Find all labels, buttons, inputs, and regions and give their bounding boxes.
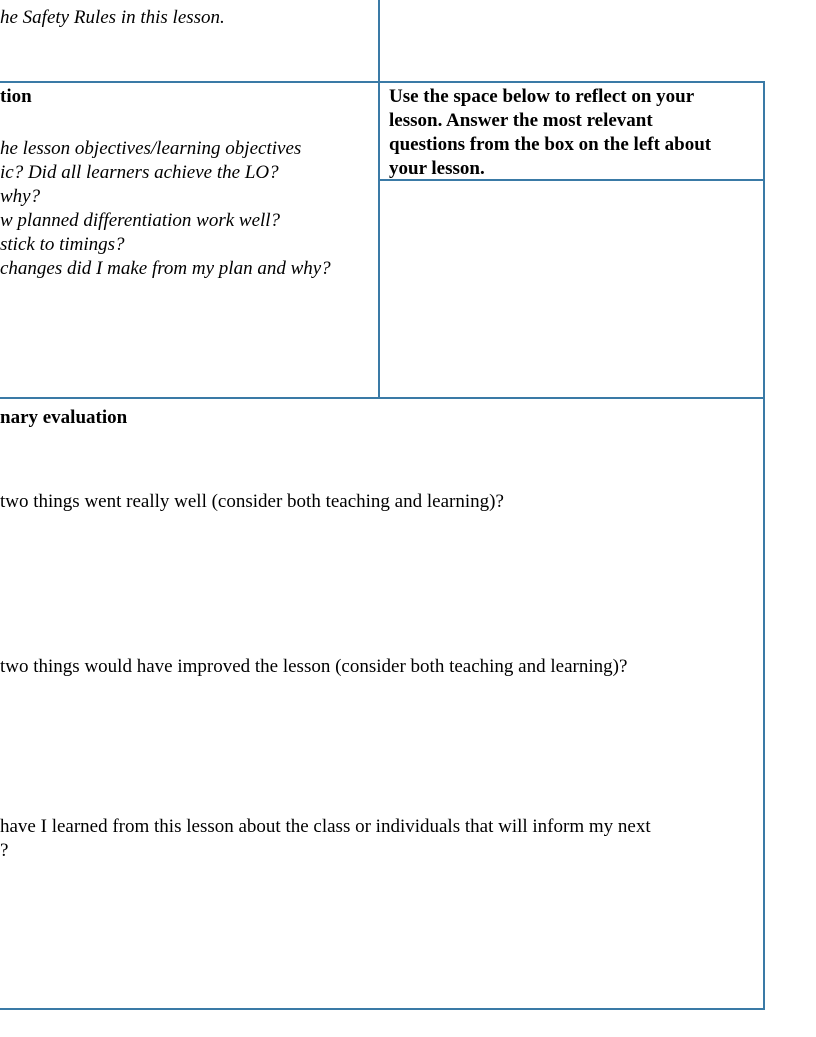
reflection-heading: tion [0, 86, 32, 107]
reflection-instruction-line-4: your lesson. [389, 158, 485, 179]
summary-question-went-well: two things went really well (consider both teaching and learning)? [0, 491, 504, 512]
summary-question-learned-line-2: ? [0, 840, 9, 861]
reflection-instruction-line-2: lesson. Answer the most relevant [389, 110, 653, 131]
summary-question-improved: two things would have improved the lesson (consider both teaching and learning)? [0, 656, 628, 677]
safety-rules-note: he Safety Rules in this lesson. [0, 7, 225, 28]
top-cell [0, 0, 378, 81]
reflection-question-5: stick to timings? [0, 234, 125, 255]
reflection-question-4: w planned differentiation work well? [0, 210, 281, 231]
reflection-answer-space[interactable] [380, 181, 763, 397]
reflection-question-3: why? [0, 186, 41, 207]
reflection-question-6: changes did I make from my plan and why? [0, 258, 331, 279]
summary-evaluation-cell [0, 399, 763, 1008]
reflection-instruction-line-1: Use the space below to reflect on your [389, 86, 695, 107]
table-right-border [763, 82, 765, 1010]
reflection-question-1: he lesson objectives/learning objectives [0, 138, 302, 159]
table-bottom-border [0, 1008, 765, 1010]
reflection-instruction-line-3: questions from the box on the left about [389, 134, 712, 155]
reflection-instruction-cell [380, 83, 763, 179]
reflection-question-2: ic? Did all learners achieve the LO? [0, 162, 279, 183]
summary-question-learned-line-1: have I learned from this lesson about the class or individuals that will inform my next [0, 816, 651, 837]
reflection-questions-cell [0, 83, 378, 397]
summary-heading: nary evaluation [0, 407, 128, 428]
top-cell-right-border [378, 0, 380, 82]
